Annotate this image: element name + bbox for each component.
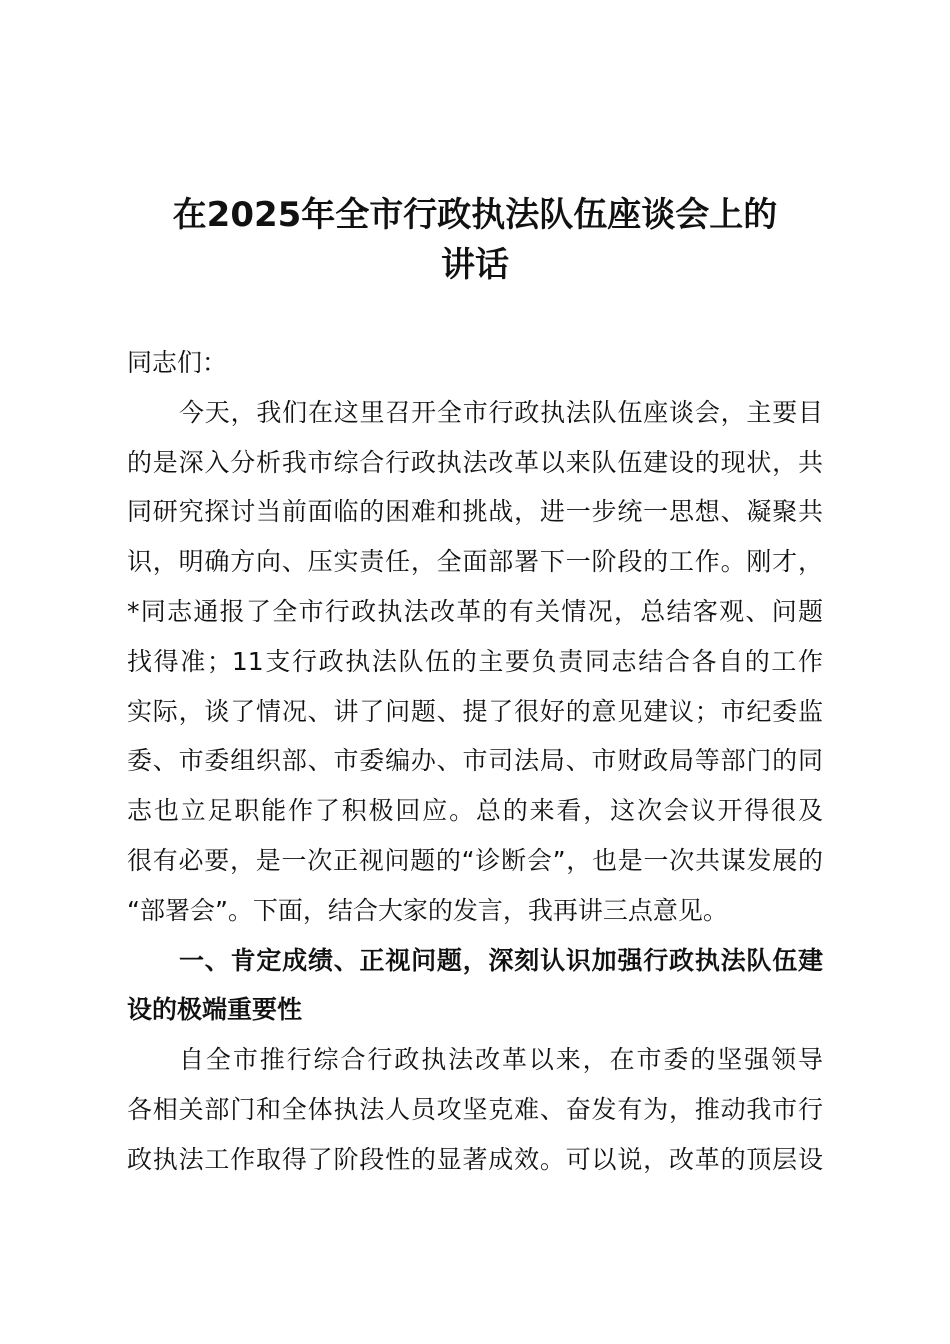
text-line: 各相关部门和全体执法人员攻坚克难、奋发有为，推动我市行 <box>127 1094 823 1124</box>
text-line: 实际，谈了情况、讲了问题、提了很好的意见建议；市纪委监 <box>127 696 823 726</box>
document-title <box>0 190 950 290</box>
text-line: 同研究探讨当前面临的困难和挑战，进一步统一思想、凝聚共 <box>127 497 823 527</box>
text-line: 很有必要，是一次正视问题的“诊断会”，也是一次共谋发展的 <box>127 845 823 875</box>
text-line: 找得准；11支行政执法队伍的主要负责同志结合各自的工作 <box>127 646 823 676</box>
paragraph-1 <box>127 388 823 936</box>
paragraph-2 <box>127 1035 823 1184</box>
heading-line: 设的极端重要性 <box>127 995 303 1025</box>
salutation: 同志们： <box>127 348 228 377</box>
heading-line: 一、肯定成绩、正视问题，深刻认识加强行政执法队伍建 <box>179 945 823 975</box>
document-body <box>127 338 823 1185</box>
text-line: 政执法工作取得了阶段性的显著成效。可以说，改革的顶层设 <box>127 1144 823 1174</box>
text-line: “部署会”。下面，结合大家的发言，我再讲三点意见。 <box>127 895 728 925</box>
text-line: 自全市推行综合行政执法改革以来，在市委的坚强领导 <box>179 1045 823 1075</box>
title-line: 讲话 <box>441 245 509 285</box>
text-line: 的是深入分析我市综合行政执法改革以来队伍建设的现状，共 <box>127 447 823 477</box>
title-line: 在2025年全市行政执法队伍座谈会上的 <box>172 195 778 235</box>
text-line: 志也立足职能作了积极回应。总的来看，这次会议开得很及 <box>127 796 823 826</box>
text-line: 识，明确方向、压实责任，全面部署下一阶段的工作。刚才， <box>127 547 823 577</box>
section-heading-1 <box>127 936 823 1036</box>
text-line: *同志通报了全市行政执法改革的有关情况，总结客观、问题 <box>127 596 823 626</box>
text-line: 委、市委组织部、市委编办、市司法局、市财政局等部门的同 <box>127 746 823 776</box>
text-line: 今天，我们在这里召开全市行政执法队伍座谈会，主要目 <box>179 397 823 427</box>
